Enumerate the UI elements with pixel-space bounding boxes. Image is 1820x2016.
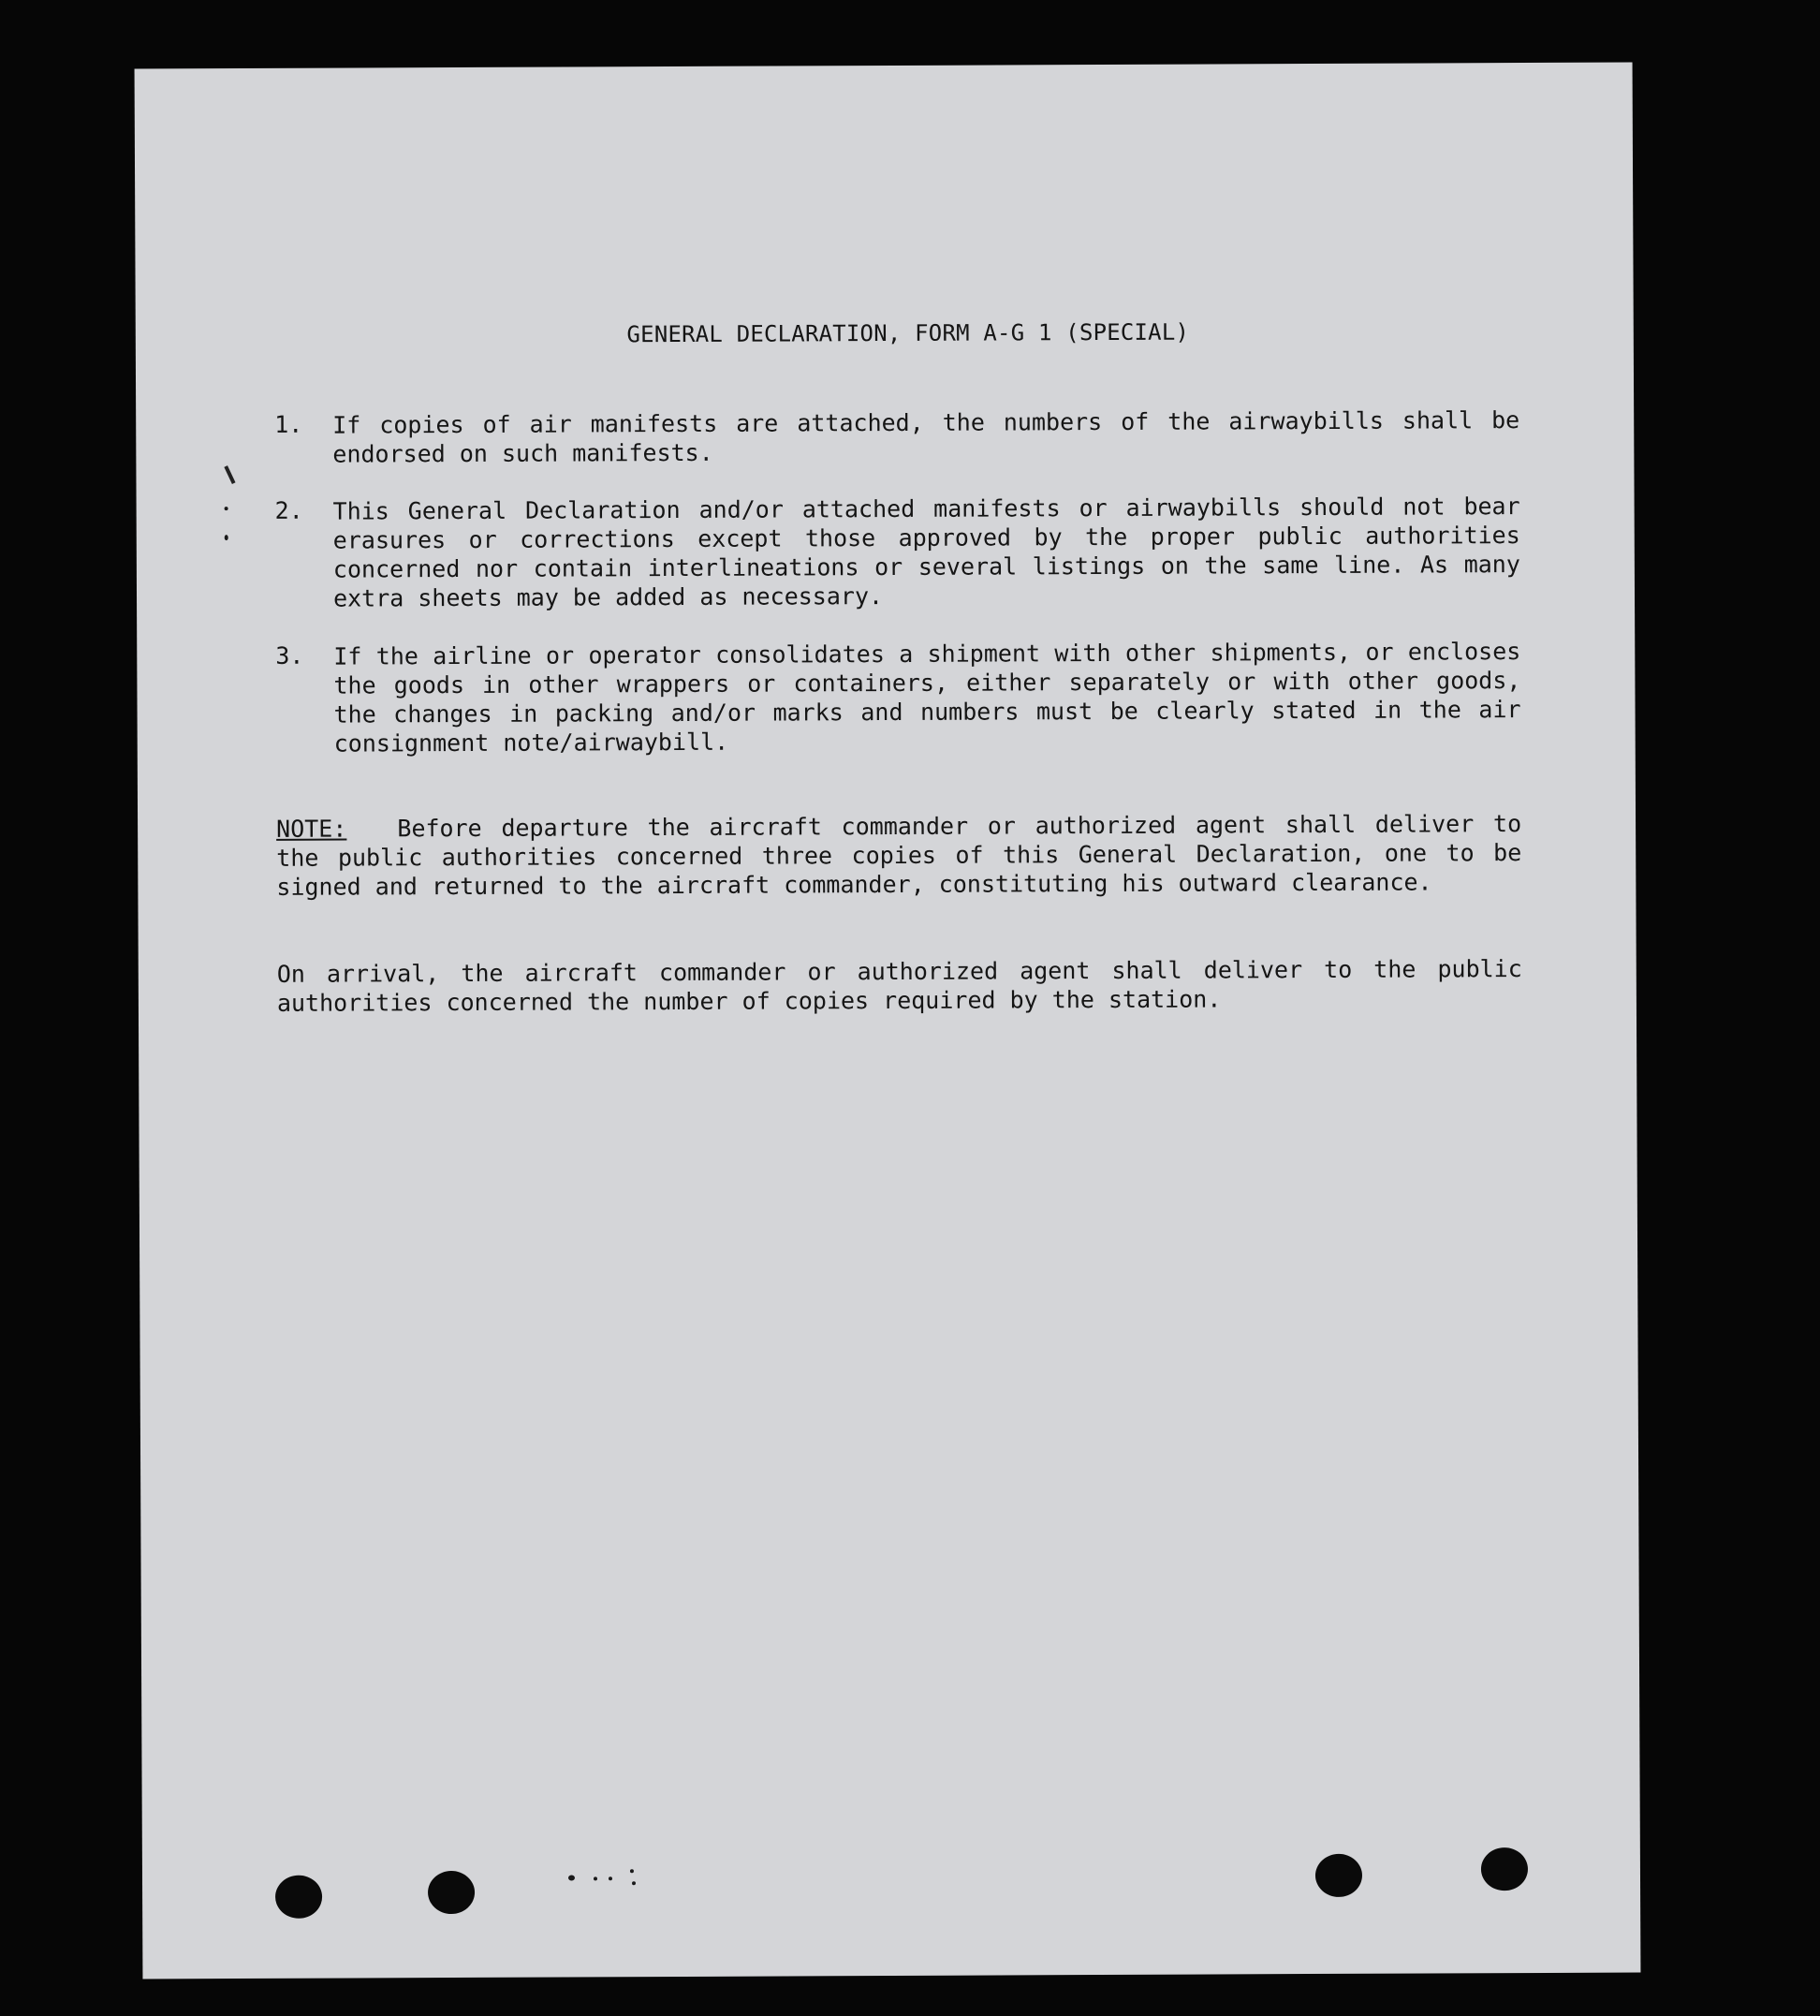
punch-hole-left-outer (275, 1876, 322, 1919)
item-text: If the airline or operator consolidates a shipment with other shipments, or encloses the goods in other wrappers or containers, either separately or with other goods, the changes in packing and/or marks and numbers must be clearly stated in the air consignment note/airwaybill. (333, 638, 1521, 758)
ink-speck (225, 535, 228, 540)
item-text: If copies of air manifests are attached, the numbers of the airwaybills shall be endorsed on such manifests. (332, 406, 1520, 468)
ink-speck (630, 1869, 634, 1873)
arrival-paragraph: On arrival, the aircraft commander or authorized agent shall deliver to the public authorities concerned the number of copies required by the station. (276, 955, 1522, 1017)
punch-hole-left-inner (428, 1871, 475, 1914)
note-paragraph (276, 809, 1521, 902)
item-number: 3. (275, 641, 304, 670)
margin-mark (224, 465, 235, 484)
ink-speck (594, 1876, 597, 1880)
document-title: GENERAL DECLARATION, FORM A-G 1 (SPECIAL) (626, 318, 1190, 348)
punch-hole-right-inner (1315, 1854, 1362, 1897)
item-text: This General Declaration and/or attached manifests or airwaybills should not bear erasures or corrections except those approved by the proper public authorities concerned nor contain interlineations or several listings on the same line. As many extra sheets may be added as necessary. (332, 493, 1520, 612)
paper-sheet (135, 63, 1641, 1979)
item-number: 1. (274, 410, 303, 438)
item-number: 2. (274, 496, 303, 524)
instruction-item-1 (274, 405, 1519, 469)
note-text: Before departure the aircraft commander or authorized agent shall deliver to the public authorities concerned three copies of this General Declaration, one to be signed and returned to the aircraft commander, constituting his outward clearance. (276, 810, 1522, 901)
ink-speck (609, 1876, 612, 1880)
instruction-item-2 (275, 492, 1521, 613)
instruction-item-3 (275, 637, 1521, 758)
ink-speck (568, 1875, 575, 1880)
punch-hole-right-outer (1481, 1847, 1528, 1891)
ink-speck (632, 1881, 636, 1885)
note-label: NOTE: (276, 815, 347, 843)
ink-speck (225, 507, 228, 510)
